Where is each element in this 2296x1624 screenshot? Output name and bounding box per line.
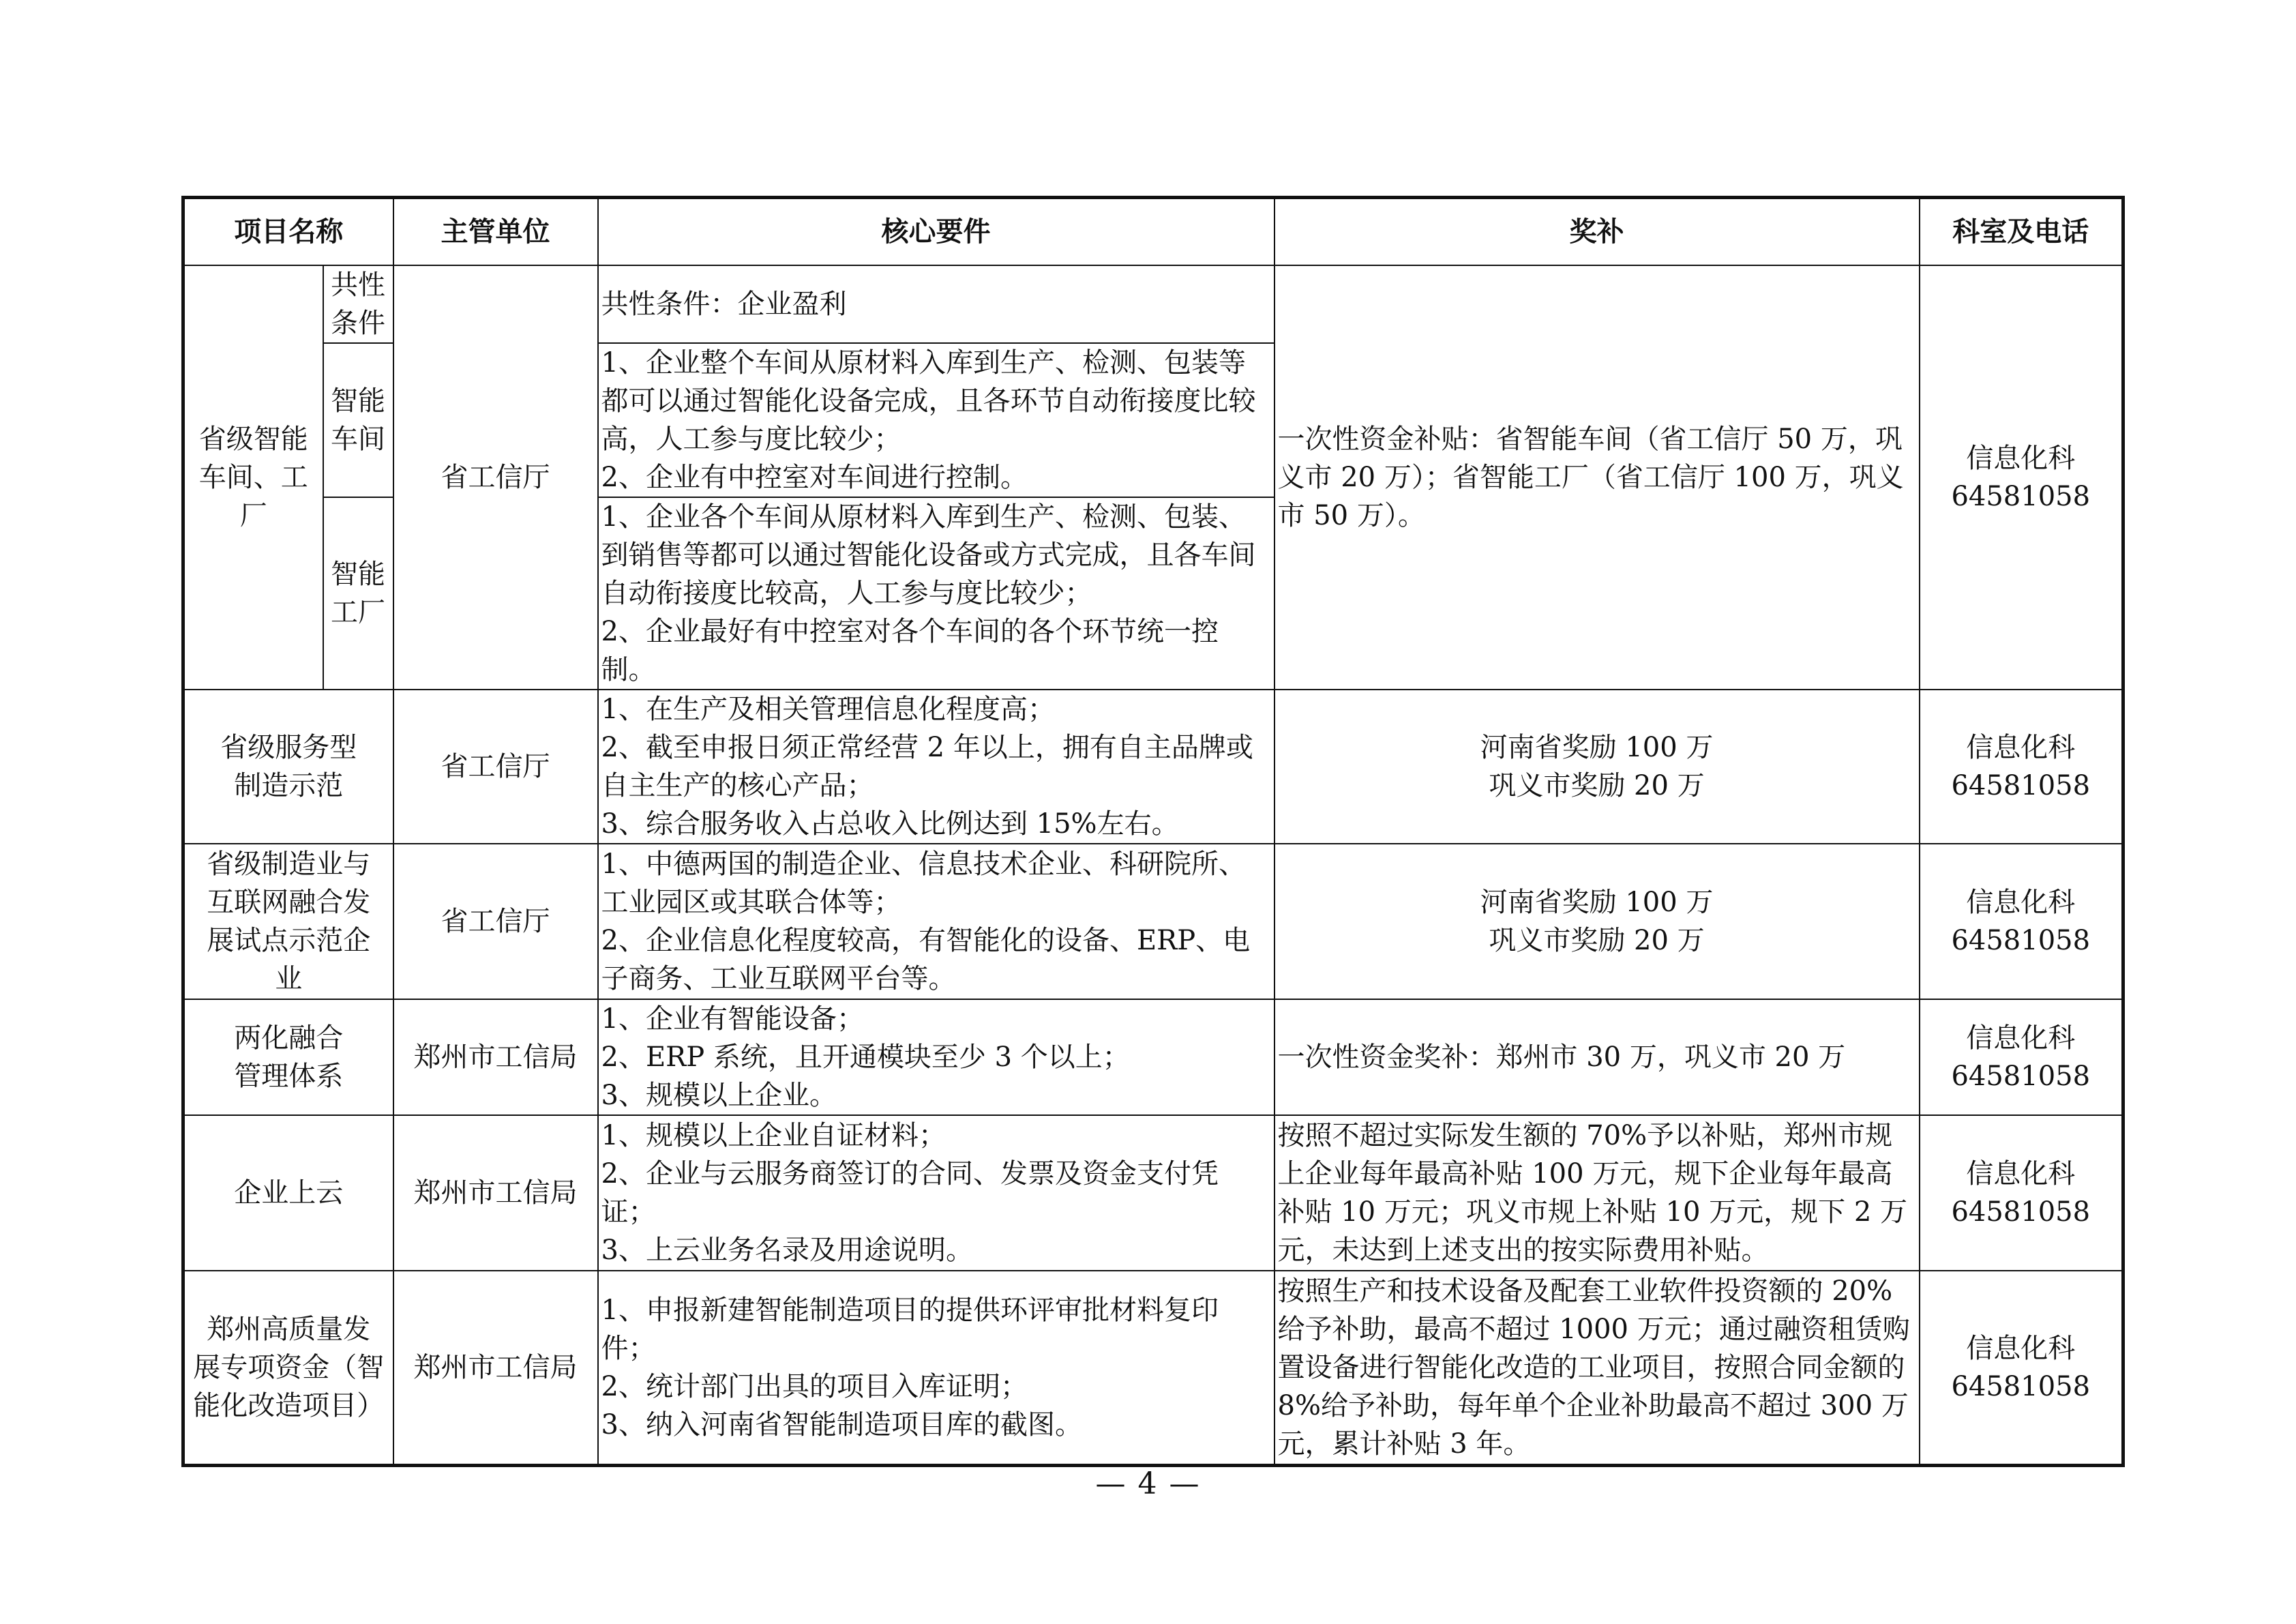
reward: 河南省奖励 100 万 巩义市奖励 20 万 — [1274, 690, 1920, 844]
department: 郑州市工信局 — [393, 1115, 598, 1271]
policy-table — [181, 196, 2125, 1467]
contact: 信息化科 64581058 — [1920, 1271, 2123, 1465]
table-row — [183, 265, 2123, 343]
contact: 信息化科 64581058 — [1920, 265, 2123, 690]
requirements: 1、中德两国的制造企业、信息技术企业、科研院所、工业园区或其联合体等； 2、企业信息化程度较高，有智能化的设备、ERP、电子商务、工业互联网平台等。 — [598, 844, 1274, 999]
sub-category-common: 共性 条件 — [323, 265, 393, 343]
contact: 信息化科 64581058 — [1920, 844, 2123, 999]
department: 省工信厅 — [393, 265, 598, 690]
table-row — [183, 1115, 2123, 1271]
requirements: 1、申报新建智能制造项目的提供环评审批材料复印件； 2、统计部门出具的项目入库证明； 3、纳入河南省智能制造项目库的截图。 — [598, 1271, 1274, 1465]
project-name: 省级制造业与 互联网融合发 展试点示范企 业 — [183, 844, 393, 999]
project-name: 郑州高质量发 展专项资金（智 能化改造项目） — [183, 1271, 393, 1465]
table-row — [183, 690, 2123, 844]
requirements: 1、企业有智能设备； 2、ERP 系统，且开通模块至少 3 个以上； 3、规模以上企业。 — [598, 999, 1274, 1115]
page-number: — 4 — — [1095, 1466, 1201, 1501]
contact: 信息化科 64581058 — [1920, 1115, 2123, 1271]
table-row — [183, 1271, 2123, 1465]
header-reward: 奖补 — [1274, 198, 1920, 266]
document-page — [181, 196, 2121, 1467]
header-requirements: 核心要件 — [598, 198, 1274, 266]
requirement-factory: 1、企业各个车间从原材料入库到生产、检测、包装、到销售等都可以通过智能化设备或方式完成，且各车间自动衔接度比较高，人工参与度比较少； 2、企业最好有中控室对各个车间的各个环节统一控制。 — [598, 497, 1274, 690]
sub-category-workshop: 智能 车间 — [323, 343, 393, 497]
requirements: 1、规模以上企业自证材料； 2、企业与云服务商签订的合同、发票及资金支付凭证； 3、上云业务名录及用途说明。 — [598, 1115, 1274, 1271]
table-row — [183, 999, 2123, 1115]
reward: 一次性资金奖补：郑州市 30 万，巩义市 20 万 — [1274, 999, 1920, 1115]
header-name: 项目名称 — [183, 198, 393, 266]
project-name: 省级智能 车间、工厂 — [183, 265, 323, 690]
sub-category-factory: 智能 工厂 — [323, 497, 393, 690]
department: 郑州市工信局 — [393, 1271, 598, 1465]
contact: 信息化科 64581058 — [1920, 999, 2123, 1115]
department: 省工信厅 — [393, 690, 598, 844]
header-dept: 主管单位 — [393, 198, 598, 266]
reward: 河南省奖励 100 万 巩义市奖励 20 万 — [1274, 844, 1920, 999]
contact: 信息化科 64581058 — [1920, 690, 2123, 844]
requirement-workshop: 1、企业整个车间从原材料入库到生产、检测、包装等都可以通过智能化设备完成，且各环节自动衔接度比较高，人工参与度比较少； 2、企业有中控室对车间进行控制。 — [598, 343, 1274, 497]
department: 郑州市工信局 — [393, 999, 598, 1115]
reward: 按照不超过实际发生额的 70%予以补贴，郑州市规上企业每年最高补贴 100 万元，规下企业每年最高补贴 10 万元；巩义市规上补贴 10 万元，规下 2 万元，未达到上述支出的按实际费用补贴。 — [1274, 1115, 1920, 1271]
requirement-common: 共性条件：企业盈利 — [598, 265, 1274, 343]
requirements: 1、在生产及相关管理信息化程度高； 2、截至申报日须正常经营 2 年以上，拥有自主品牌或自主生产的核心产品； 3、综合服务收入占总收入比例达到 15%左右。 — [598, 690, 1274, 844]
header-row — [183, 198, 2123, 266]
project-name: 企业上云 — [183, 1115, 393, 1271]
project-name: 省级服务型 制造示范 — [183, 690, 393, 844]
project-name: 两化融合 管理体系 — [183, 999, 393, 1115]
table-row — [183, 844, 2123, 999]
department: 省工信厅 — [393, 844, 598, 999]
header-contact: 科室及电话 — [1920, 198, 2123, 266]
reward: 按照生产和技术设备及配套工业软件投资额的 20%给予补助，最高不超过 1000 万元；通过融资租赁购置设备进行智能化改造的工业项目，按照合同金额的 8%给予补助，每年单个企业补助最高不超过 300 万元，累计补贴 3 年。 — [1274, 1271, 1920, 1465]
reward: 一次性资金补贴：省智能车间（省工信厅 50 万，巩义市 20 万）；省智能工厂（省工信厅 100 万，巩义市 50 万）。 — [1274, 265, 1920, 690]
